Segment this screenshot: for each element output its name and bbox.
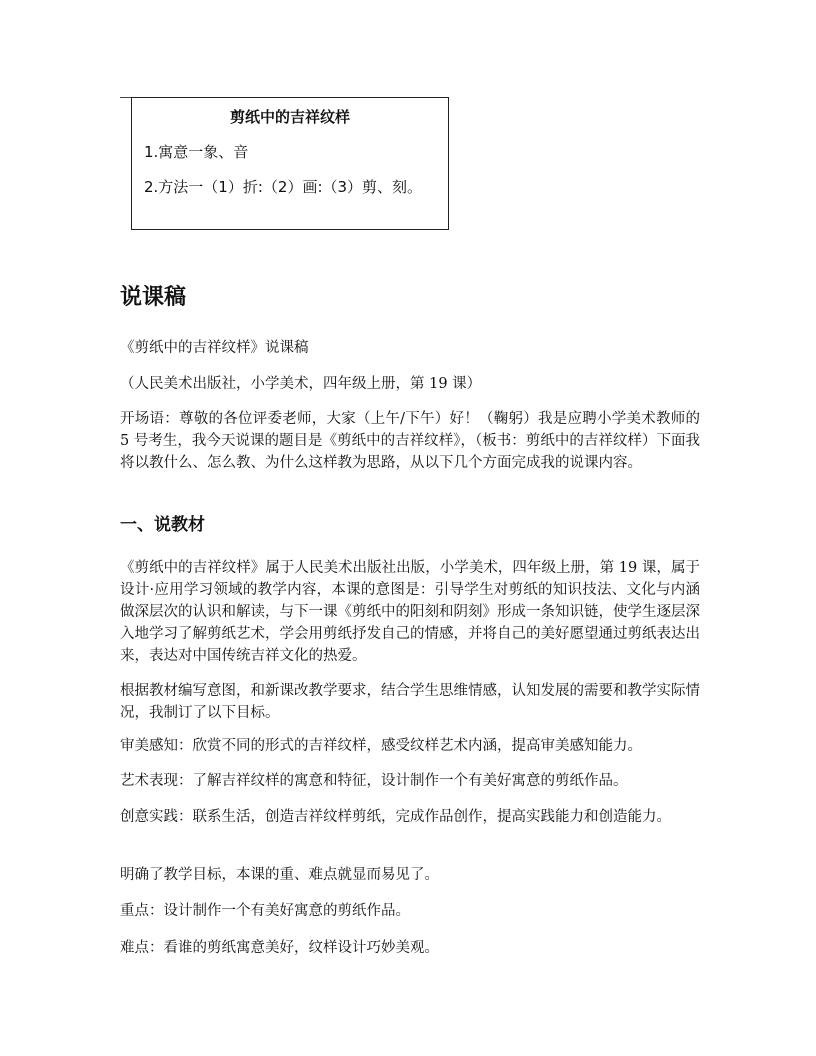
document-title: 说课稿 [120,285,187,310]
objectives-intro-paragraph: 根据教材编写意图，和新课改教学要求，结合学生思维情感，认知发展的需要和教学实际情况，我制订了以下目标。 [120,683,700,721]
key-point: 重点：设计制作一个有美好寓意的剪纸作品。 [120,903,410,919]
blackboard-title: 剪纸中的吉祥纹样 [229,108,350,126]
section-heading-textbook: 一、说教材 [120,515,205,535]
goal-practice: 创意实践：联系生活，创造吉祥纹样剪纸，完成作品创作，提高实践能力和创造能力。 [120,809,671,825]
key-difficulty-intro: 明确了教学目标，本课的重、难点就显而易见了。 [120,867,439,883]
difficult-point: 难点：看谁的剪纸寓意美好，纹样设计巧妙美观。 [120,940,439,956]
blackboard-line-1: 1.寓意一象、音 [144,143,249,161]
lesson-subtitle: 《剪纸中的吉祥纹样》说课稿 [120,340,309,356]
textbook-analysis-paragraph: 《剪纸中的吉祥纹样》属于人民美术出版社出版，小学美术，四年级上册，第 19 课，属于设计·应用学习领域的教学内容，本课的意图是：引导学生对剪纸的知识技法、文化与内涵做深层次的认识和解读，与下一课《剪纸中的阳刻和阴刻》形成一条知识链，使学生逐层深入地学习了解剪纸艺术，学会用剪纸抒发自己的情感，并将自己的美好愿望通过剪纸表达出来，表达对中国传统吉祥文化的热爱。 [120,560,700,664]
publisher-info: （人民美术出版社，小学美术，四年级上册，第 19 课） [120,376,482,392]
blackboard-design-box [131,97,449,230]
opening-paragraph: 开场语：尊敬的各位评委老师，大家（上午/下午）好！（鞠躬）我是应聘小学美术教师的 5 号考生，我今天说课的题目是《剪纸中的吉祥纹样》，（板书：剪纸中的吉祥纹样）下面我将以教什么、怎么教、为什么这样教为思路，从以下几个方面完成我的说课内容。 [120,411,700,471]
goal-expression: 艺术表现：了解吉祥纹样的寓意和特征，设计制作一个有美好寓意的剪纸作品。 [120,773,628,789]
goal-aesthetic: 审美感知：欣赏不同的形式的吉祥纹样，感受纹样艺术内涵，提高审美感知能力。 [120,738,642,754]
blackboard-line-2: 2.方法一（1）折:（2）画:（3）剪、刻。 [144,178,423,196]
